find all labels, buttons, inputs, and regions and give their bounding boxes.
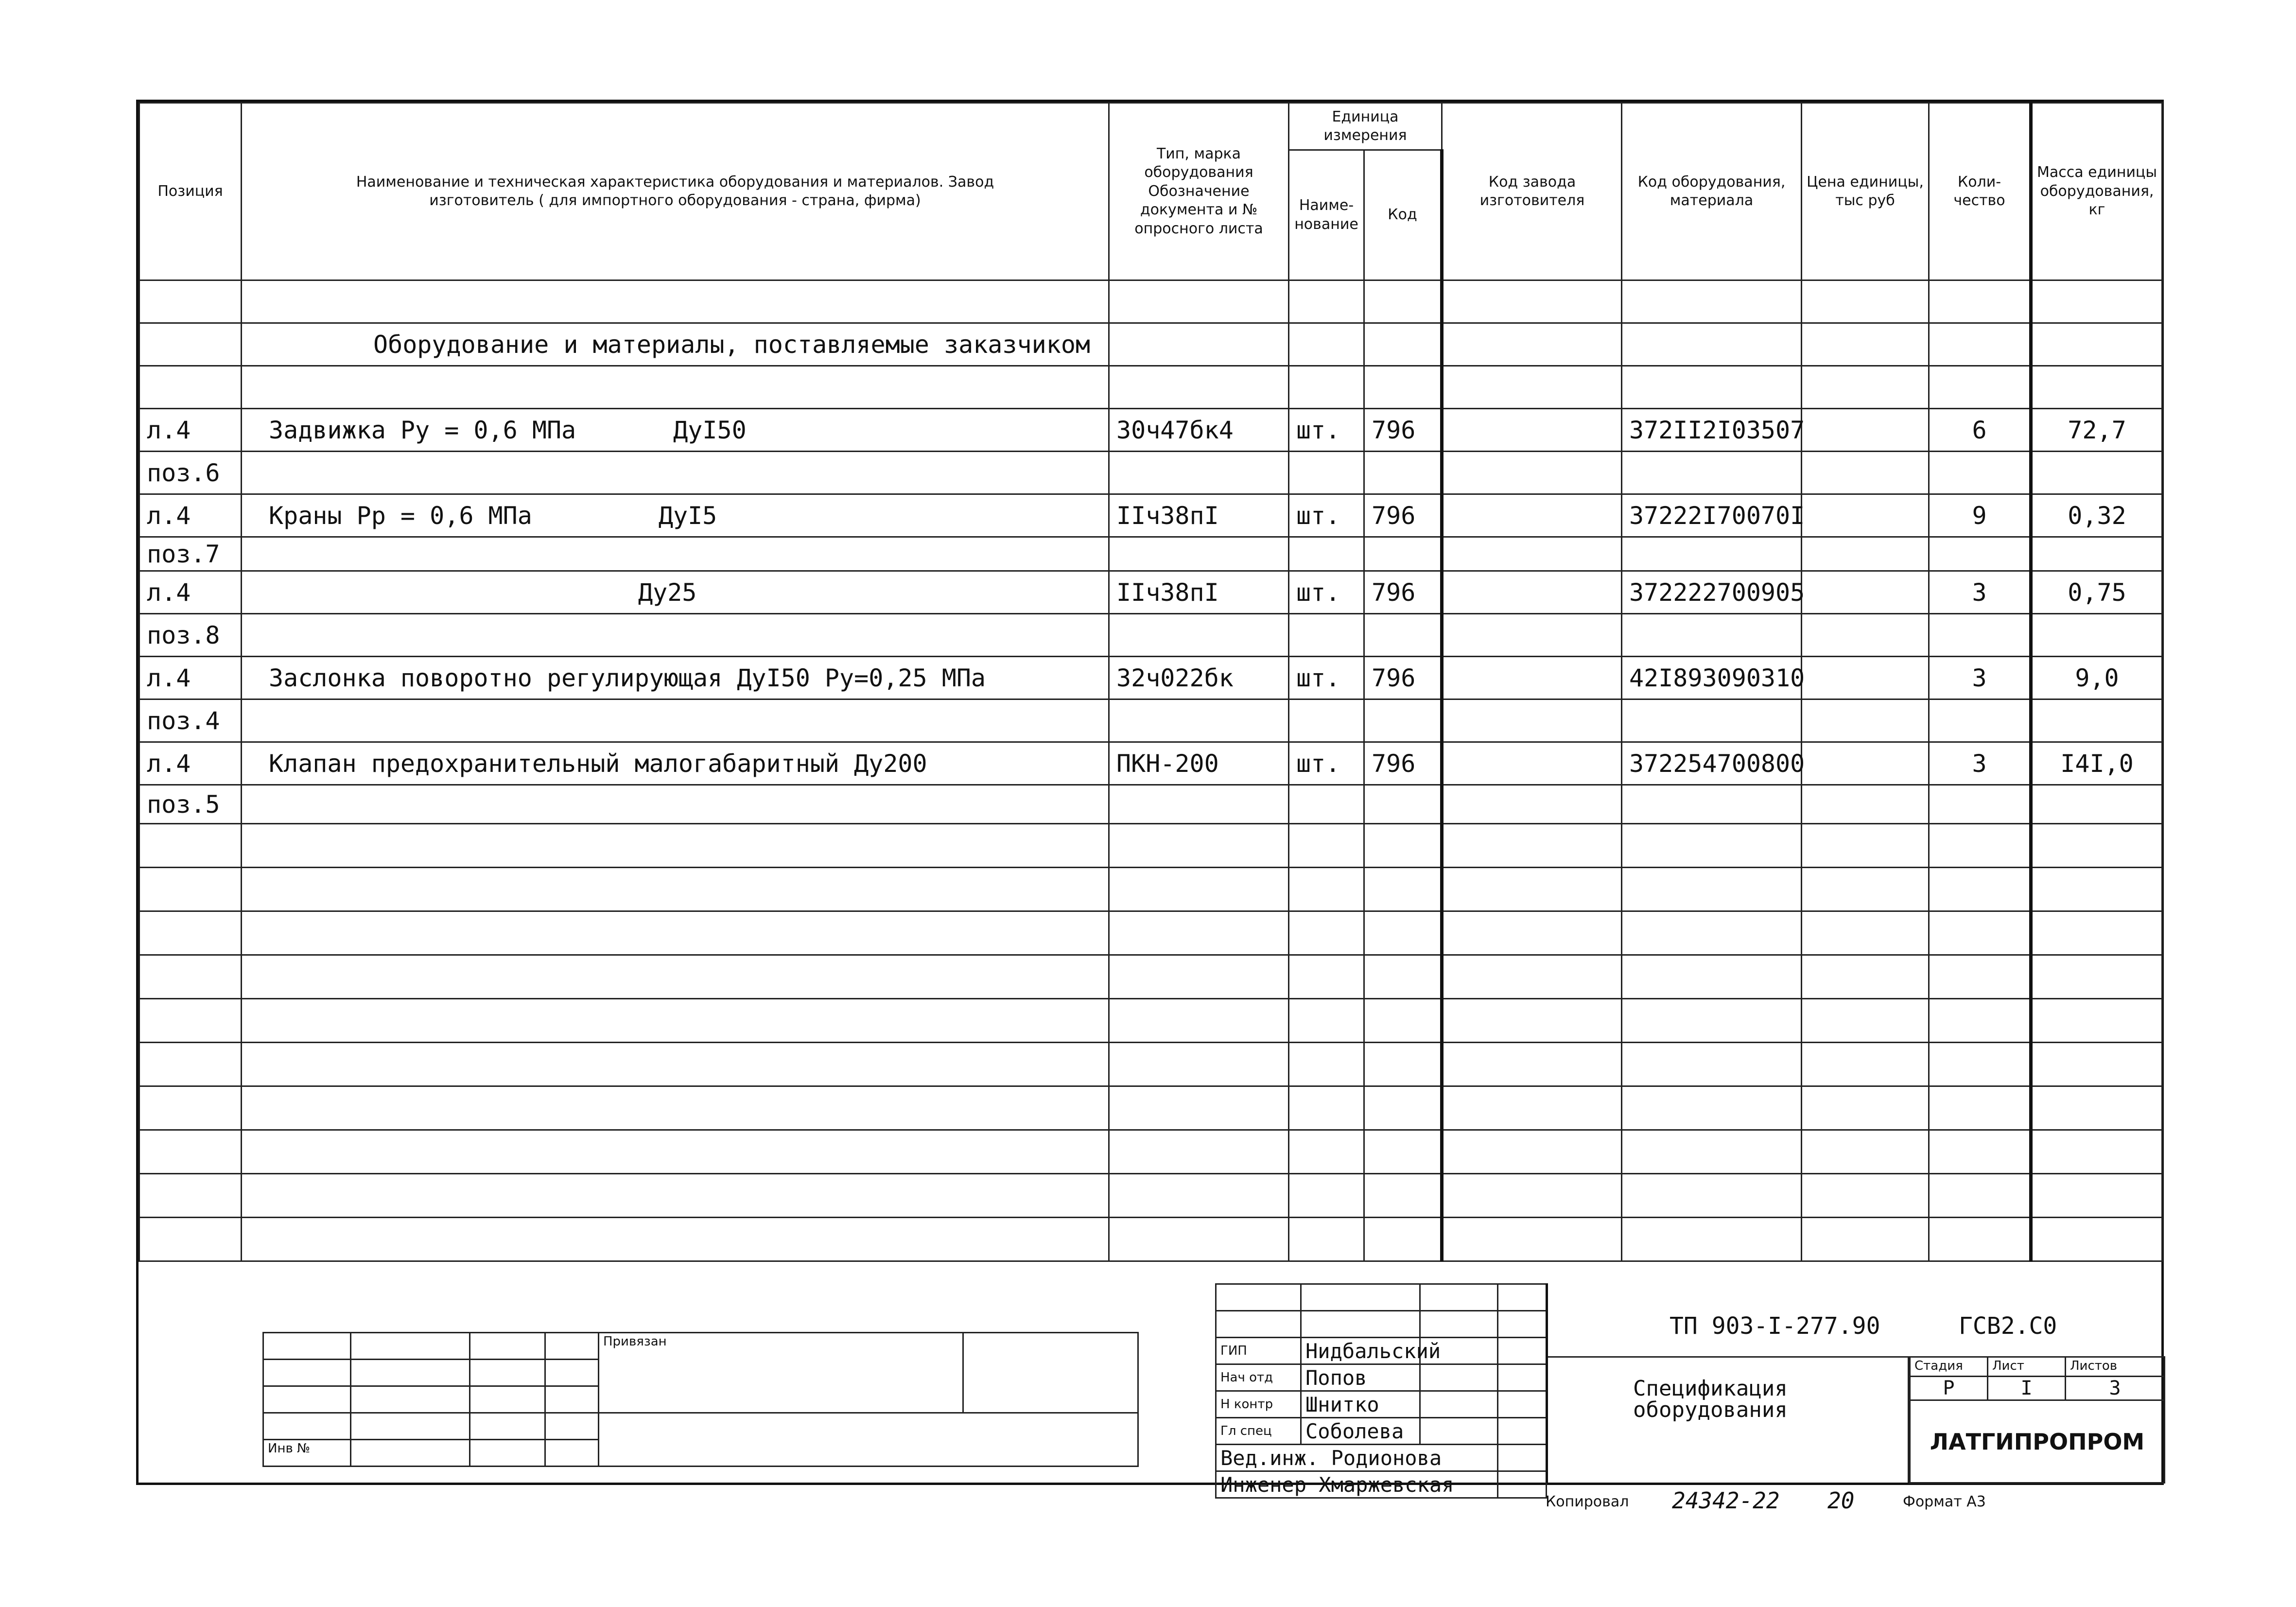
copied-number: 24342-22 xyxy=(1672,1487,1780,1514)
item-qty: 3 xyxy=(1929,657,2031,699)
position-number: поз.7 xyxy=(139,537,242,571)
header-unit-group: Единица измерения xyxy=(1289,103,1442,150)
page-number: 20 xyxy=(1827,1487,1855,1514)
header-maker-code: Код завода изготовителя xyxy=(1442,103,1622,280)
item-maker-code xyxy=(1442,657,1622,699)
empty-row xyxy=(139,1043,2162,1086)
item-price xyxy=(1802,571,1929,614)
table-row xyxy=(139,494,2162,537)
item-unit: шт. xyxy=(1289,657,1364,699)
item-maker-code xyxy=(1442,409,1622,452)
position-number: поз.6 xyxy=(139,452,242,494)
section-title: Оборудование и материалы, поставляемые заказчиком xyxy=(242,323,1109,366)
empty-row xyxy=(139,955,2162,999)
position-sheet: л.4 xyxy=(139,571,242,614)
item-maker-code xyxy=(1442,571,1622,614)
empty-row xyxy=(139,999,2162,1043)
item-qty: 3 xyxy=(1929,742,2031,785)
position-number: поз.5 xyxy=(139,785,242,824)
table-row xyxy=(139,742,2162,785)
organization-name: ЛАТГИПРОПРОМ xyxy=(1910,1400,2165,1483)
item-mass: 0,32 xyxy=(2031,494,2162,537)
header-position: Позиция xyxy=(139,103,242,280)
blank-row xyxy=(139,366,2162,409)
item-name: Клапан предохранительный малогабаритный Ду200 xyxy=(242,742,1109,785)
item-equip-code: 372II2I03507 xyxy=(1622,409,1802,452)
header-qty: Коли- чество xyxy=(1929,103,2031,280)
specification-table xyxy=(139,102,2163,1262)
item-price xyxy=(1802,409,1929,452)
sheets-label: Листов xyxy=(2066,1357,2165,1377)
header-price: Цена единицы, тыс руб xyxy=(1802,103,1929,280)
empty-row xyxy=(139,1174,2162,1218)
item-equip-code: 372222700905 xyxy=(1622,571,1802,614)
table-row xyxy=(139,409,2162,452)
signature-row: ГИП Нидбальский xyxy=(1216,1338,1547,1364)
item-price xyxy=(1802,494,1929,537)
item-type: ПКН-200 xyxy=(1109,742,1289,785)
header-unit-code: Код xyxy=(1364,150,1442,280)
sheet-value: I xyxy=(1988,1377,2066,1400)
bound-label: Привязан xyxy=(599,1333,963,1413)
signature-row: Гл спец Соболева xyxy=(1216,1418,1547,1445)
item-name: Ду25 xyxy=(242,571,1109,614)
empty-row xyxy=(139,1130,2162,1174)
table-row xyxy=(139,657,2162,699)
table-row xyxy=(139,785,2162,824)
position-sheet: л.4 xyxy=(139,657,242,699)
doc-title: Спецификация оборудования xyxy=(1633,1376,1788,1422)
section-row xyxy=(139,323,2162,366)
item-maker-code xyxy=(1442,494,1622,537)
sheet-code: ГСВ2.С0 xyxy=(1959,1312,2057,1340)
copied-label: Копировал xyxy=(1546,1493,1629,1510)
item-maker-code xyxy=(1442,742,1622,785)
item-unit-code: 796 xyxy=(1364,657,1442,699)
sheet-label: Лист xyxy=(1988,1357,2066,1377)
item-price xyxy=(1802,657,1929,699)
doc-code: ТП 903-I-277.90 xyxy=(1670,1312,1880,1340)
table-row xyxy=(139,452,2162,494)
item-unit-code: 796 xyxy=(1364,409,1442,452)
header-name: Наименование и техническая характеристика оборудования и материалов. Завод изготовитель ( для импортного оборудования - страна, фирма) xyxy=(242,103,1109,280)
item-qty: 3 xyxy=(1929,571,2031,614)
position-number: поз.8 xyxy=(139,614,242,657)
item-mass: I4I,0 xyxy=(2031,742,2162,785)
empty-row xyxy=(139,868,2162,911)
item-price xyxy=(1802,742,1929,785)
signature-row: Нач отд Попов xyxy=(1216,1364,1547,1391)
stage-value: Р xyxy=(1910,1377,1988,1400)
item-mass: 0,75 xyxy=(2031,571,2162,614)
table-row xyxy=(139,699,2162,742)
binding-block xyxy=(262,1332,1139,1467)
item-mass: 72,7 xyxy=(2031,409,2162,452)
stage-label: Стадия xyxy=(1910,1357,1988,1377)
signature-row: Н контр Шнитко xyxy=(1216,1391,1547,1418)
table-row xyxy=(139,537,2162,571)
table-row xyxy=(139,614,2162,657)
signature-row: Вед.инж. Родионова xyxy=(1216,1445,1547,1471)
table-row xyxy=(139,571,2162,614)
item-unit: шт. xyxy=(1289,494,1364,537)
item-name: Задвижка Ру = 0,6 МПа ДуI50 xyxy=(242,409,1109,452)
signature-row: Инженер Хмаржевская xyxy=(1216,1471,1547,1498)
item-type: IIч38пI xyxy=(1109,571,1289,614)
stage-table xyxy=(1909,1356,2165,1484)
item-qty: 9 xyxy=(1929,494,2031,537)
position-sheet: л.4 xyxy=(139,742,242,785)
item-name: Краны Рр = 0,6 МПа ДуI5 xyxy=(242,494,1109,537)
position-sheet: л.4 xyxy=(139,494,242,537)
position-sheet: л.4 xyxy=(139,409,242,452)
item-type: 32ч022бк xyxy=(1109,657,1289,699)
header-unit-name: Наиме- нование xyxy=(1289,150,1364,280)
item-mass: 9,0 xyxy=(2031,657,2162,699)
item-unit-code: 796 xyxy=(1364,742,1442,785)
item-name: Заслонка поворотно регулирующая ДуI50 Ру=0,25 МПа xyxy=(242,657,1109,699)
header-mass: Масса единицы оборудования, кг xyxy=(2031,103,2162,280)
item-unit-code: 796 xyxy=(1364,571,1442,614)
item-type: 30ч47бк4 xyxy=(1109,409,1289,452)
empty-row xyxy=(139,1086,2162,1130)
header-equip-code: Код оборудования, материала xyxy=(1622,103,1802,280)
item-equip-code: 37222I70070I xyxy=(1622,494,1802,537)
empty-row xyxy=(139,824,2162,868)
item-unit: шт. xyxy=(1289,409,1364,452)
sheets-value: 3 xyxy=(2066,1377,2165,1400)
format-label: Формат А3 xyxy=(1903,1493,1986,1510)
header-type: Тип, марка оборудования Обозначение документа и № опросного листа xyxy=(1109,103,1289,280)
position-number: поз.4 xyxy=(139,699,242,742)
item-equip-code: 372254700800 xyxy=(1622,742,1802,785)
inv-label: Инв № xyxy=(263,1440,351,1467)
item-unit: шт. xyxy=(1289,571,1364,614)
title-block xyxy=(1546,1283,2161,1483)
item-equip-code: 42I893090310 xyxy=(1622,657,1802,699)
empty-row xyxy=(139,1218,2162,1261)
signature-block xyxy=(1215,1283,1547,1499)
item-unit: шт. xyxy=(1289,742,1364,785)
item-type: IIч38пI xyxy=(1109,494,1289,537)
item-unit-code: 796 xyxy=(1364,494,1442,537)
empty-row xyxy=(139,911,2162,955)
item-qty: 6 xyxy=(1929,409,2031,452)
blank-row xyxy=(139,280,2162,323)
